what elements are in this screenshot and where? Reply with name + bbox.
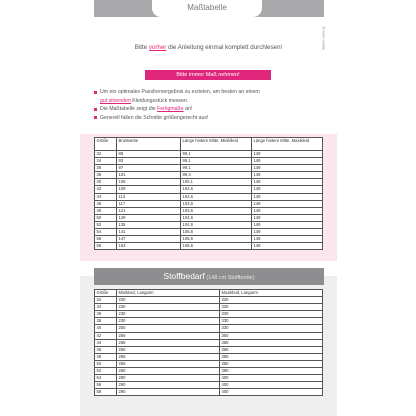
table-header-cell: Größe [95,290,117,297]
note-item [94,88,324,97]
table-cell: 56 [95,236,117,243]
table-cell: 149 [252,172,323,179]
table-header-cell: Größe [95,138,117,151]
instruction-line [80,44,337,51]
note-text: Kleidungsstück messen. [130,97,189,104]
table-cell: 38 [95,172,117,179]
table-cell: 103,6 [181,207,252,214]
page-title: Maßtabelle [152,0,262,17]
table-cell: 117 [117,200,181,207]
table-cell: 32 [95,151,117,158]
table-header-cell: Maxikleid, Langarm [220,290,323,297]
size-table [94,137,323,250]
table-cell: 50 [95,214,117,221]
table-cell: 103,6 [181,200,252,207]
table-cell: 50 [95,360,117,367]
title-bar [94,0,324,17]
table-cell: 330 [220,311,323,318]
table-row [95,382,323,389]
table-cell: 99,1 [181,158,252,165]
instruction-before: Bitte [134,44,149,51]
table-row [95,193,323,200]
table-cell: 36 [95,165,117,172]
table-cell: 54 [95,229,117,236]
table-row [95,389,323,396]
table-cell: 149 [252,193,323,200]
table-cell: 106,6 [181,243,252,250]
table-cell: 44 [95,193,117,200]
table-cell: 36 [95,311,117,318]
table-cell: 109 [117,186,181,193]
table-cell: 149 [252,221,323,228]
table-header-cell: Minikleid, Langarm [117,290,220,297]
table-row [95,368,323,375]
table-cell: 44 [95,339,117,346]
table-row [95,339,323,346]
table-cell: 153 [117,243,181,250]
side-brand-tag [321,18,334,62]
instruction-after: die Anleitung einmal komplett durchlesen! [166,44,283,51]
table-cell: 149 [252,207,323,214]
table-cell: 149 [252,158,323,165]
table-cell: 48 [95,353,117,360]
table-header-cell: Länge hintere Mitte, Miniklleid [181,138,252,151]
measure-note-badge: Bitte immer Maß nehmen! [145,70,271,80]
table-cell: 141 [117,229,181,236]
table-row [95,236,323,243]
table-cell: 149 [252,165,323,172]
table-cell: 54 [95,375,117,382]
table-row [95,332,323,339]
table-cell: 400 [220,389,323,396]
table-cell: 149 [252,243,323,250]
table-row [95,318,323,325]
table-cell: 40 [95,325,117,332]
table-cell: 34 [95,304,117,311]
table-cell: 105 [117,179,181,186]
table-header-cell: Brustweite [117,138,181,151]
table-cell: 38 [95,318,117,325]
table-cell: 330 [220,318,323,325]
table-cell: 46 [95,346,117,353]
table-row [95,243,323,250]
table-cell: 89 [117,151,181,158]
table-row [95,179,323,186]
table-cell: 265 [117,346,220,353]
fabric-section-header [94,268,324,285]
fabric-subtitle: (148 cm Stoffbreite) [204,275,255,281]
table-cell: 149 [252,186,323,193]
table-row [95,360,323,367]
note-highlight: gut sitzenden [100,97,131,104]
table-header-cell: Länge hintere Mitte, Maxikleid [252,138,323,151]
table-row [95,221,323,228]
notes-list [94,88,324,122]
table-cell: 149 [252,229,323,236]
table-header-row [95,138,323,151]
side-brand-text: ki-nder-wolke [321,26,327,51]
table-cell: 290 [117,382,220,389]
table-row [95,207,323,214]
table-cell: 265 [117,360,220,367]
instruction-highlight: vorher [148,44,167,51]
table-row [95,158,323,165]
table-row [95,214,323,221]
table-cell: 400 [220,382,323,389]
table-cell: 102,6 [181,193,252,200]
table-cell: 230 [117,304,220,311]
table-cell: 265 [117,353,220,360]
table-row [95,311,323,318]
table-cell: 365 [220,346,323,353]
table-cell: 230 [117,318,220,325]
table-cell: 113 [117,193,181,200]
table-header-row [95,290,323,297]
note-item [94,105,324,114]
table-cell: 250 [117,325,220,332]
table-row [95,375,323,382]
table-cell: 365 [220,353,323,360]
table-cell: 280 [117,375,220,382]
table-cell: 149 [252,200,323,207]
table-cell: 42 [95,186,117,193]
table-cell: 350 [220,332,323,339]
table-cell: 99,3 [181,172,252,179]
table-cell: 149 [252,151,323,158]
table-cell: 58 [95,243,117,250]
note-text: an! [183,106,193,113]
table-cell: 149 [252,236,323,243]
table-cell: 265 [117,339,220,346]
note-highlight: Fertigmaße [157,106,184,113]
fabric-table [94,289,323,396]
table-row [95,353,323,360]
table-row [95,186,323,193]
table-cell: 34 [95,158,117,165]
table-cell: 149 [252,214,323,221]
table-cell: 380 [220,360,323,367]
table-cell: 93 [117,158,181,165]
table-cell: 58 [95,389,117,396]
table-cell: 40 [95,179,117,186]
table-cell: 380 [220,368,323,375]
size-chart-page [80,0,337,416]
note-text: Generell fallen die Schnitte größengerecht aus! [100,114,209,121]
table-cell: 230 [117,311,220,318]
table-cell: 400 [220,375,323,382]
table-cell: 56 [95,382,117,389]
table-row [95,151,323,158]
note-item-continuation [94,97,324,106]
table-row [95,297,323,304]
table-cell: 149 [252,179,323,186]
table-cell: 48 [95,207,117,214]
table-cell: 265 [117,332,220,339]
table-cell: 330 [220,325,323,332]
table-cell: 97 [117,165,181,172]
fabric-title: Stoffbedarf [163,271,205,281]
note-text: Die Maßtabelle zeigt die [100,106,158,113]
table-cell: 135 [117,221,181,228]
table-row [95,165,323,172]
table-cell: 42 [95,332,117,339]
table-row [95,325,323,332]
table-cell: 290 [117,389,220,396]
note-text: Um ein optimales Passformergebnis zu erzielen, am besten an einem [100,89,260,95]
table-cell: 121 [117,207,181,214]
table-cell: 330 [220,304,323,311]
table-row [95,172,323,179]
table-cell: 52 [95,368,117,375]
table-row [95,200,323,207]
table-row [95,304,323,311]
table-cell: 104,6 [181,221,252,228]
table-cell: 101 [117,172,181,179]
table-cell: 365 [220,339,323,346]
table-row [95,346,323,353]
table-cell: 99,1 [181,151,252,158]
table-cell: 102,6 [181,186,252,193]
table-cell: 32 [95,297,117,304]
table-cell: 104,6 [181,214,252,221]
table-cell: 100,1 [181,179,252,186]
table-cell: 52 [95,221,117,228]
table-cell: 280 [117,368,220,375]
table-cell: 99,1 [181,165,252,172]
table-cell: 105,6 [181,236,252,243]
table-row [95,229,323,236]
table-cell: 105,6 [181,229,252,236]
table-cell: 129 [117,214,181,221]
table-cell: 46 [95,200,117,207]
table-cell: 230 [117,297,220,304]
table-cell: 147 [117,236,181,243]
note-item [94,114,324,123]
table-cell: 330 [220,297,323,304]
